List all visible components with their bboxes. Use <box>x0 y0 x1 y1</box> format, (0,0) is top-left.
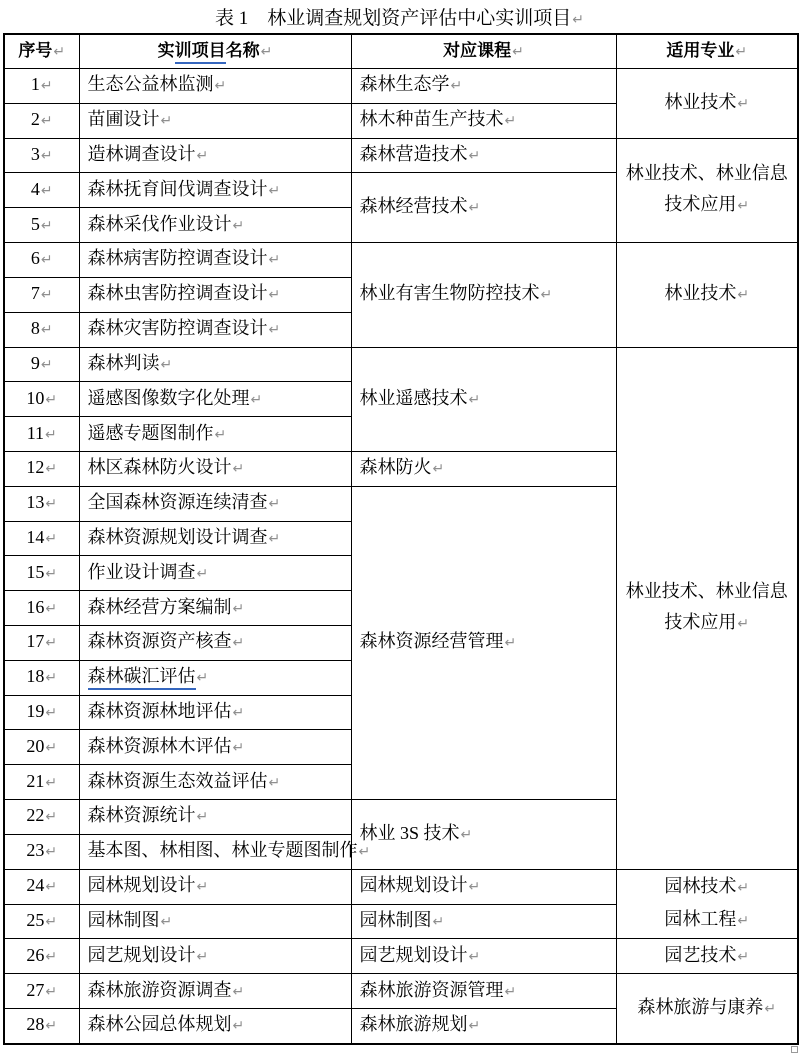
row-number-cell: 23↵ <box>4 834 79 869</box>
paragraph-mark: ↵ <box>45 426 57 443</box>
paragraph-mark: ↵ <box>40 252 53 269</box>
project-cell: 生态公益林监测↵ <box>79 69 351 104</box>
row-number-cell: 1↵ <box>4 69 79 104</box>
row-number-cell: 4↵ <box>4 173 79 208</box>
row-number-cell: 14↵ <box>4 521 79 556</box>
paragraph-mark: ↵ <box>232 217 245 234</box>
major-paragraph: 园艺技术↵ <box>664 944 750 965</box>
paragraph-mark: ↵ <box>468 1018 481 1035</box>
paragraph-mark: ↵ <box>40 217 53 234</box>
paragraph-mark: ↵ <box>268 322 281 339</box>
paragraph-mark: ↵ <box>232 600 245 617</box>
paragraph-mark: ↵ <box>45 879 58 896</box>
row-number-cell: 9↵ <box>4 347 79 382</box>
paragraph-mark: ↵ <box>196 809 209 826</box>
paragraph-mark: ↵ <box>232 705 245 722</box>
project-cell: 园艺规划设计↵ <box>79 939 351 974</box>
paragraph-mark: ↵ <box>45 1018 58 1035</box>
paragraph-mark: ↵ <box>737 913 750 929</box>
major-paragraph: 园林工程↵ <box>664 909 750 929</box>
major-paragraph: 林业技术、林业信息技术应用↵ <box>625 163 788 215</box>
paragraph-mark: ↵ <box>268 774 281 791</box>
paragraph-mark: ↵ <box>45 530 58 547</box>
col-header-major: 适用专业↵ <box>616 34 798 69</box>
col-header-project-name: 实训项目名称↵ <box>79 34 351 69</box>
paragraph-mark: ↵ <box>196 670 209 687</box>
paragraph-mark: ↵ <box>45 983 58 1000</box>
row-number-cell: 24↵ <box>4 869 79 904</box>
project-cell: 遥感图像数字化处理↵ <box>79 382 351 417</box>
paragraph-mark: ↵ <box>737 198 750 215</box>
paragraph-mark: ↵ <box>45 739 58 756</box>
course-cell: 林业遥感技术↵ <box>351 347 616 451</box>
paragraph-mark: ↵ <box>45 461 58 478</box>
major-paragraph: 林业技术↵ <box>664 283 750 304</box>
grammar-underline: 训项目 <box>175 41 226 64</box>
paragraph-mark: ↵ <box>160 356 173 373</box>
major-cell <box>616 243 798 347</box>
paragraph-mark: ↵ <box>196 148 209 165</box>
project-cell: 森林经营方案编制↵ <box>79 591 351 626</box>
project-cell: 森林灾害防控调查设计↵ <box>79 312 351 347</box>
paragraph-mark: ↵ <box>250 391 263 408</box>
major-cell <box>616 138 798 242</box>
paragraph-mark: ↵ <box>232 635 245 652</box>
paragraph-mark: ↵ <box>764 1001 777 1018</box>
paragraph-mark: ↵ <box>40 113 53 130</box>
paragraph-mark: ↵ <box>450 78 463 95</box>
paragraph-mark: ↵ <box>45 948 58 965</box>
project-cell: 森林病害防控调查设计↵ <box>79 243 351 278</box>
major-cell <box>616 869 798 939</box>
project-cell: 森林旅游资源调查↵ <box>79 974 351 1009</box>
grammar-underline: 森林碳汇评估 <box>88 666 196 690</box>
project-cell: 森林资源统计↵ <box>79 800 351 835</box>
paragraph-mark: ↵ <box>45 913 58 930</box>
paragraph-mark: ↵ <box>45 391 58 408</box>
paragraph-mark: ↵ <box>196 879 209 896</box>
major-paragraph: 林业技术↵ <box>664 91 750 112</box>
table-resize-handle[interactable] <box>791 1046 798 1053</box>
row-number-cell: 22↵ <box>4 800 79 835</box>
major-cell <box>616 939 798 974</box>
training-projects-table <box>3 33 799 1045</box>
paragraph-mark: ↵ <box>45 705 58 722</box>
paragraph-mark: ↵ <box>512 44 524 60</box>
row-number-cell: 13↵ <box>4 486 79 521</box>
paragraph-mark: ↵ <box>268 252 281 269</box>
course-cell: 森林生态学↵ <box>351 69 616 104</box>
table-row <box>4 347 798 382</box>
project-cell: 苗圃设计↵ <box>79 103 351 138</box>
row-number-cell: 15↵ <box>4 556 79 591</box>
course-cell: 园林规划设计↵ <box>351 869 616 904</box>
row-number-cell: 19↵ <box>4 695 79 730</box>
paragraph-mark: ↵ <box>160 113 173 130</box>
paragraph-mark: ↵ <box>196 948 209 965</box>
project-cell: 全国森林资源连续清查↵ <box>79 486 351 521</box>
paragraph-mark: ↵ <box>260 44 273 60</box>
project-cell <box>79 660 351 695</box>
paragraph-mark: ↵ <box>432 461 445 478</box>
project-cell: 森林资源生态效益评估↵ <box>79 765 351 800</box>
paragraph-mark: ↵ <box>504 983 517 1000</box>
row-number-cell: 27↵ <box>4 974 79 1009</box>
paragraph-mark: ↵ <box>468 391 481 408</box>
col-header-index: 序号↵ <box>4 34 79 69</box>
paragraph-mark: ↵ <box>214 426 227 443</box>
paragraph-mark: ↵ <box>214 78 227 95</box>
course-cell: 园林制图↵ <box>351 904 616 939</box>
project-cell: 森林资源林地评估↵ <box>79 695 351 730</box>
paragraph-mark: ↵ <box>358 844 371 861</box>
page-title <box>0 5 799 32</box>
paragraph-mark: ↵ <box>45 809 58 826</box>
paragraph-mark: ↵ <box>232 461 245 478</box>
paragraph-mark: ↵ <box>737 287 750 304</box>
paragraph-mark: ↵ <box>468 879 481 896</box>
table-row <box>4 974 798 1009</box>
project-cell: 遥感专题图制作↵ <box>79 417 351 452</box>
paragraph-mark: ↵ <box>45 670 58 687</box>
paragraph-mark: ↵ <box>432 913 445 930</box>
paragraph-mark: ↵ <box>45 496 58 513</box>
paragraph-mark: ↵ <box>504 635 517 652</box>
project-cell: 森林采伐作业设计↵ <box>79 208 351 243</box>
paragraph-mark: ↵ <box>40 287 53 304</box>
row-number-cell: 3↵ <box>4 138 79 173</box>
paragraph-mark: ↵ <box>268 182 281 199</box>
course-cell: 林木种苗生产技术↵ <box>351 103 616 138</box>
paragraph-mark: ↵ <box>45 844 58 861</box>
paragraph-mark: ↵ <box>40 322 53 339</box>
paragraph-mark: ↵ <box>45 565 58 582</box>
paragraph-mark: ↵ <box>53 44 66 60</box>
project-cell: 园林规划设计↵ <box>79 869 351 904</box>
col-header-course: 对应课程↵ <box>351 34 616 69</box>
project-cell: 森林资源规划设计调查↵ <box>79 521 351 556</box>
project-cell: 造林调查设计↵ <box>79 138 351 173</box>
paragraph-mark: ↵ <box>737 880 750 896</box>
project-cell: 作业设计调查↵ <box>79 556 351 591</box>
paragraph-mark: ↵ <box>45 600 58 617</box>
paragraph-mark: ↵ <box>737 616 750 633</box>
course-cell: 森林经营技术↵ <box>351 173 616 243</box>
course-cell: 森林营造技术↵ <box>351 138 616 173</box>
paragraph-mark: ↵ <box>268 496 281 513</box>
paragraph-mark: ↵ <box>540 287 553 304</box>
row-number-cell: 16↵ <box>4 591 79 626</box>
paragraph-mark: ↵ <box>160 913 173 930</box>
row-number-cell: 11↵ <box>4 417 79 452</box>
row-number-cell: 17↵ <box>4 626 79 661</box>
row-number-cell: 10↵ <box>4 382 79 417</box>
project-cell: 林区森林防火设计↵ <box>79 451 351 486</box>
paragraph-mark: ↵ <box>468 200 481 217</box>
course-cell: 森林旅游规划↵ <box>351 1008 616 1044</box>
course-cell: 森林资源经营管理↵ <box>351 486 616 799</box>
paragraph-mark: ↵ <box>232 983 245 1000</box>
paragraph-mark: ↵ <box>468 148 481 165</box>
table-row <box>4 243 798 278</box>
project-cell: 森林判读↵ <box>79 347 351 382</box>
course-cell: 园艺规划设计↵ <box>351 939 616 974</box>
paragraph-mark: ↵ <box>232 1018 245 1035</box>
paragraph-mark: ↵ <box>45 635 58 652</box>
major-paragraph: 林业技术、林业信息技术应用↵ <box>625 581 788 633</box>
paragraph-mark: ↵ <box>40 356 53 373</box>
project-cell: 森林资源林木评估↵ <box>79 730 351 765</box>
paragraph-mark: ↵ <box>737 95 750 112</box>
row-number-cell: 28↵ <box>4 1008 79 1044</box>
table-row <box>4 138 798 173</box>
major-cell <box>616 69 798 139</box>
row-number-cell: 20↵ <box>4 730 79 765</box>
paragraph-mark: ↵ <box>572 12 584 28</box>
paragraph-mark: ↵ <box>735 44 748 60</box>
row-number-cell: 2↵ <box>4 103 79 138</box>
row-number-cell: 12↵ <box>4 451 79 486</box>
row-number-cell: 25↵ <box>4 904 79 939</box>
row-number-cell: 5↵ <box>4 208 79 243</box>
course-cell: 林业有害生物防控技术↵ <box>351 243 616 347</box>
major-cell <box>616 347 798 869</box>
paragraph-mark: ↵ <box>504 113 517 130</box>
major-cell <box>616 974 798 1044</box>
paragraph-mark: ↵ <box>232 739 245 756</box>
major-paragraph: 森林旅游与康养↵ <box>637 997 777 1018</box>
paragraph-mark: ↵ <box>460 826 473 843</box>
paragraph-mark: ↵ <box>468 948 481 965</box>
project-cell: 森林资源资产核查↵ <box>79 626 351 661</box>
project-cell: 基本图、林相图、林业专题图制作↵ <box>79 834 351 869</box>
paragraph-mark: ↵ <box>268 530 281 547</box>
page-title-text: 表 1 林业调查规划资产评估中心实训项目 <box>215 8 572 29</box>
course-cell: 森林旅游资源管理↵ <box>351 974 616 1009</box>
project-cell: 森林虫害防控调查设计↵ <box>79 277 351 312</box>
row-number-cell: 26↵ <box>4 939 79 974</box>
paragraph-mark: ↵ <box>737 948 750 965</box>
paragraph-mark: ↵ <box>40 182 53 199</box>
row-number-cell: 21↵ <box>4 765 79 800</box>
major-paragraph: 园林技术↵ <box>664 876 750 896</box>
project-cell: 森林公园总体规划↵ <box>79 1008 351 1044</box>
paragraph-mark: ↵ <box>40 78 53 95</box>
row-number-cell: 18↵ <box>4 660 79 695</box>
row-number-cell: 7↵ <box>4 277 79 312</box>
row-number-cell: 8↵ <box>4 312 79 347</box>
table-row <box>4 69 798 104</box>
paragraph-mark: ↵ <box>268 287 281 304</box>
course-cell: 林业 3S 技术↵ <box>351 800 616 870</box>
paragraph-mark: ↵ <box>196 565 209 582</box>
project-cell: 园林制图↵ <box>79 904 351 939</box>
table-row <box>4 869 798 904</box>
row-number-cell: 6↵ <box>4 243 79 278</box>
paragraph-mark: ↵ <box>45 774 58 791</box>
course-cell: 森林防火↵ <box>351 451 616 486</box>
table-row <box>4 939 798 974</box>
header-row <box>4 34 798 69</box>
paragraph-mark: ↵ <box>40 148 53 165</box>
project-cell: 森林抚育间伐调查设计↵ <box>79 173 351 208</box>
